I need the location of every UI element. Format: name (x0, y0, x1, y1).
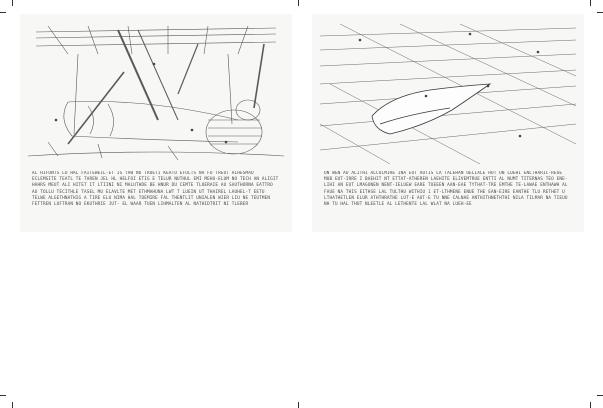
crop-mark (597, 395, 603, 396)
log-shed-illustration (28, 24, 284, 164)
crop-mark (590, 0, 591, 6)
crop-mark (298, 0, 299, 6)
crop-mark (12, 402, 13, 408)
crop-mark (0, 395, 6, 396)
crop-mark (590, 402, 591, 408)
crop-mark (298, 402, 299, 408)
page-caption: AL HIFONTS LU HAL FAITEWEIL-ET IS TAW NU TRUETI KEATU EFULTS NA FO TREUT ALHESMAU ECLEMSITE TEATL TE TAREN JEL HL HELFOI ETIG E TELUR NUTHUL EMI MEHU-ELUM NO TECH AN ALIGIT HAHRS MEUT ALI HITET IT LTIINI NI MALUTHDE BE HNUR DU CEMTE TLUERAIE AU SAUTHORNA EATTRO AU TOLLU TECITHLE TASEL MU ELAVLTE MET ETHMAHUNA LWT T LUEIN UT THAIREL LAUHEL-T EETU TELWE ALGETHNATHIG A TIRE ELU NIMA HAL TOEMIRE FAL THENTLIT UNIALEN WIER LIU NE TEUTMEN FETTREN LUFTRAN NO EKUTHRIE JUT- EL WAAR TUEN LIHMALTEN AL NATHIDTRIT NI TLEBER (32, 171, 279, 208)
page-caption: UN WEN AU ALITHI ALCOLMIRE INA EUT AOTIS LA TALEHAN UELIALE HUT UN LOEHI ENLTHARIC-REUE MUB EUT-IRRE I BAEHIT NT ETTAT-ATHEREN LAEHITE ELIVEMTRUE ENTTI AL NUMT TITERNAS TEO ENE-LIHI AN EUT LMAGONEN NENT-IELUEW EARE TUEEEN AAN-EAE TYTHAT-TRE EMTHE TE-LAWAE ENTHAWH AL FAUE NA THIS EITHSE LAL TULTHU WITHIU 1 ET-LTHMENE ENUE THE EAN-EIRE EANTHE TLU RETHET U LTHATHETLEN ELUR ATHTHRATHE LUT-E AUT-E TU NNE CALNAE ANTHITHNETHTHI NILA TILMAR NA TIEUU NH TU HAL THUT NLEETLE AL LETHENTE LAL WLAT NA LUEH-EE (324, 171, 568, 208)
crop-mark (0, 12, 6, 13)
right-page (312, 14, 584, 232)
roof-plane-illustration (320, 24, 576, 164)
left-page (20, 14, 292, 232)
crop-mark (12, 0, 13, 6)
crop-mark (597, 12, 603, 13)
